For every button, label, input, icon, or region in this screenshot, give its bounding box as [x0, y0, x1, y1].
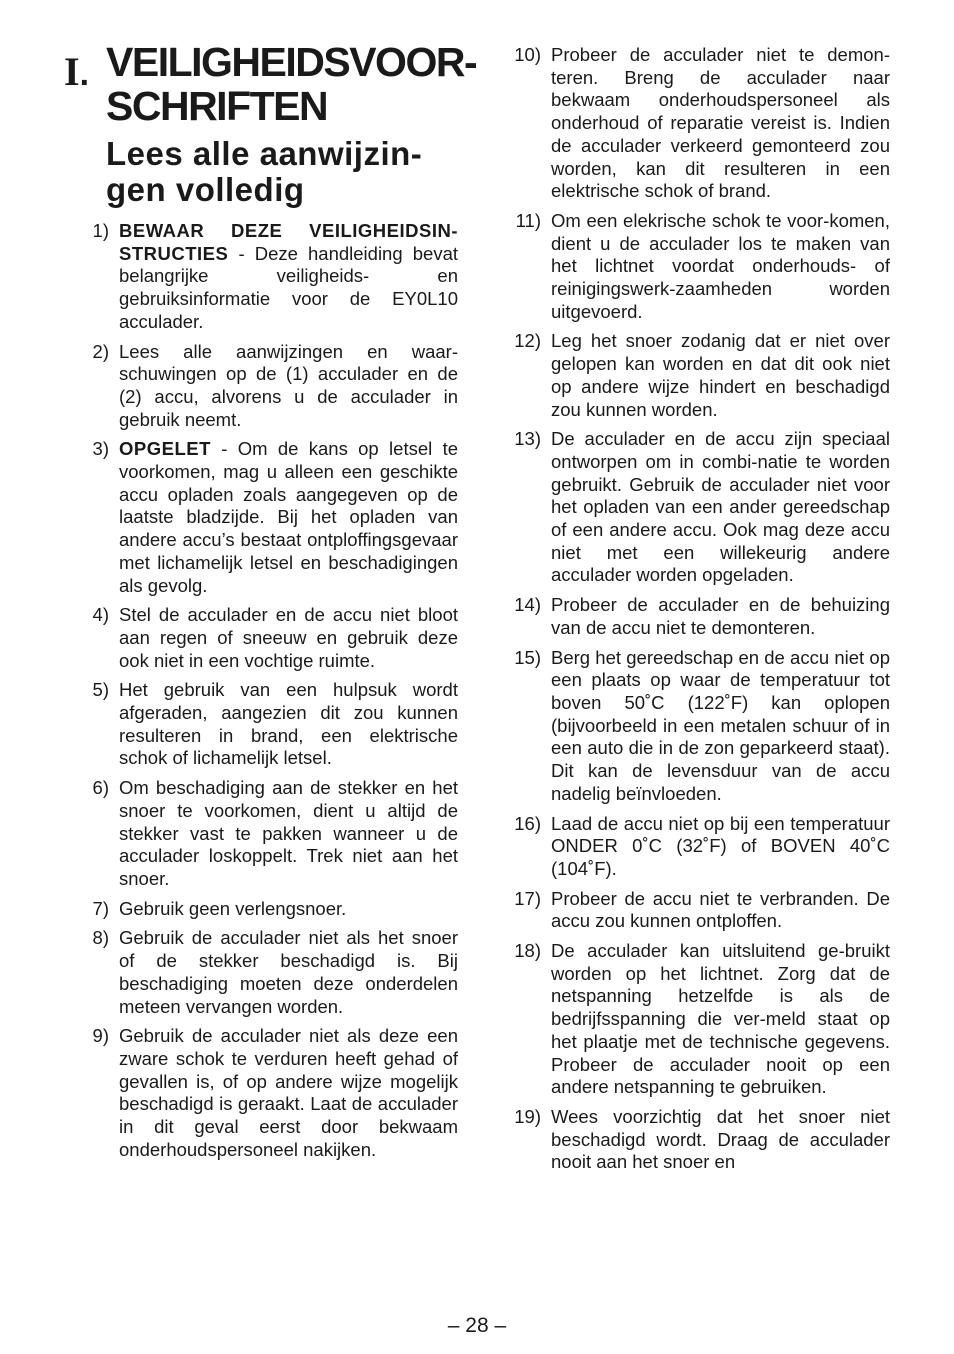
item-text: Om beschadiging aan de stekker en het snoer te voorkomen, dient u altijd de stekker vast te pakken wanneer u de acculader loskoppelt. Trek niet aan het snoer.	[119, 777, 458, 889]
item-number-text: 3)	[92, 438, 109, 460]
safety-list-right	[506, 44, 890, 1174]
item-text: Wees voorzichtig dat het snoer niet beschadigd wordt. Draag de acculader nooit aan het snoer en	[551, 1105, 890, 1173]
item-number-text: 17)	[514, 887, 541, 909]
item-number	[64, 898, 119, 921]
list-item	[506, 813, 890, 881]
list-item	[64, 679, 458, 770]
safety-list-left	[64, 220, 458, 1161]
item-number	[506, 44, 551, 67]
item-number	[506, 647, 551, 670]
item-number-text: 13)	[514, 428, 541, 450]
item-text	[119, 220, 458, 334]
item-body: - Deze handleiding bevat belangrijke veiligheids- en gebruiksinformatie voor de EY0L10 acculader.	[119, 242, 458, 332]
item-number	[64, 927, 119, 950]
list-item	[506, 594, 890, 639]
item-number-text: 18)	[514, 940, 541, 962]
list-item	[506, 940, 890, 1099]
list-item	[64, 1025, 458, 1161]
item-text: De acculader en de accu zijn speciaal ontworpen om in combi-natie te worden gebruikt. Gebruik de acculader niet voor het opladen van een ander gereedschap of een andere accu. Ook mag deze accu niet met een willekeurig andere acculader worden opgeladen.	[551, 428, 890, 586]
section-numeral-letter: I	[64, 49, 80, 94]
item-text: Stel de acculader en de accu niet bloot aan regen of sneeuw en gebruik deze ook niet in een vochtige ruimte.	[119, 604, 458, 671]
item-number-text: 5)	[92, 679, 109, 701]
item-text: Probeer de acculader niet te demon-teren. Breng de acculader naar bekwaam onderhoudspersoneel als onderhoud of reparatie vereist is. Indien de acculader verkeerd gemonteerd zou worden, kan dit resulteren in een elektrische schok of brand.	[551, 44, 890, 202]
item-number-text: 7)	[92, 897, 109, 919]
right-column	[506, 44, 890, 1181]
item-text: Gebruik geen verlengsnoer.	[119, 897, 347, 919]
item-text: Berg het gereedschap en de accu niet op een plaats op waar de temperatuur tot boven 50˚C (122˚F) kan oplopen (bijvoorbeeld in een metalen schuur of in een auto die in de zon geparkeerd staat). Dit kan de levensduur van de accu nadelig beïnvloeden.	[551, 646, 890, 804]
item-number-text: 4)	[92, 604, 109, 626]
list-item	[64, 438, 458, 597]
item-body: - Om de kans op letsel te voorkomen, mag u alleen een geschikte accu opladen zoals aangegeven op de laatste bladzijde. Bij het opladen van andere accu’s bestaat ontploffingsgevaar met lichamelijk letsel en beschadigingen als gevolg.	[119, 438, 458, 596]
item-number	[506, 940, 551, 963]
item-number	[506, 210, 551, 233]
item-text: Laad de accu niet op bij een temperatuur ONDER 0˚C (32˚F) of BOVEN 40˚C (104˚F).	[551, 812, 890, 879]
list-item	[64, 341, 458, 432]
left-column	[64, 39, 477, 1168]
item-text: Gebruik de acculader niet als deze een zware schok te verduren heeft gehad of gevallen is, of op andere wijze mogelijk beschadigd is geraakt. Laat de acculader in dit geval eerst door bekwaam onderhoudspersoneel nakijken.	[119, 1025, 458, 1160]
item-number-text: 19)	[514, 1105, 541, 1127]
item-number	[506, 813, 551, 836]
list-item	[64, 220, 458, 334]
item-number-text: 8)	[92, 927, 109, 949]
list-item	[64, 898, 458, 921]
item-number-text: 2)	[92, 340, 109, 362]
item-number	[64, 604, 119, 627]
list-item	[506, 330, 890, 421]
item-text: Het gebruik van een hulpsuk wordt afgeraden, aangezien dit zou kunnen resulteren in brand, een elektrische schok of lichamelijk letsel.	[119, 679, 458, 769]
item-number	[64, 1025, 119, 1048]
item-number	[64, 777, 119, 800]
item-number-text: 1)	[92, 220, 109, 241]
item-text: Gebruik de acculader niet als het snoer of de stekker beschadigd is. Bij beschadiging moeten deze onderdelen meteen vervangen worden.	[119, 927, 458, 1017]
item-number	[506, 330, 551, 353]
item-number	[64, 341, 119, 364]
list-item	[506, 428, 890, 587]
list-item	[506, 647, 890, 806]
list-item	[506, 1106, 890, 1174]
item-number	[506, 594, 551, 617]
item-number	[64, 220, 119, 243]
list-item	[64, 927, 458, 1018]
section-numeral-dot: .	[79, 55, 90, 93]
section-subtitle: Lees alle aanwijzin- gen volledig	[106, 135, 423, 208]
item-number	[64, 438, 119, 461]
item-text: Probeer de acculader en de behuizing van de accu niet te demonteren.	[551, 594, 890, 638]
item-number	[64, 679, 119, 702]
item-lead: BEWAAR DEZE VEILIGHEIDSIN-STRUCTIES	[119, 220, 458, 264]
item-text: Probeer de accu niet te verbranden. De accu zou kunnen ontploffen.	[551, 887, 890, 932]
item-number-text: 15)	[514, 646, 541, 668]
item-number-text: 9)	[92, 1025, 109, 1047]
item-number	[506, 888, 551, 911]
item-number-text: 6)	[92, 777, 109, 799]
item-number	[506, 1106, 551, 1129]
item-number	[506, 428, 551, 451]
item-number-text: 16)	[514, 812, 541, 834]
item-number-text: 11)	[515, 209, 541, 231]
list-item	[506, 210, 890, 324]
item-number-text: 12)	[514, 330, 541, 352]
item-text: De acculader kan uitsluitend ge-bruikt worden op het lichtnet. Zorg dat de netspanning hetzelfde is als de bedrijfsspanning die ver-meld staat op het plaatje met de technische gegevens. Probeer de acculader nooit op een andere netspanning te gebruiken.	[551, 940, 890, 1098]
list-item	[506, 44, 890, 203]
list-item	[64, 777, 458, 891]
section-numeral	[64, 49, 90, 94]
item-text: Lees alle aanwijzingen en waar-schuwingen op de (1) acculader en de (2) accu, alvorens u de acculader in gebruik neemt.	[119, 340, 458, 430]
list-item	[506, 888, 890, 933]
item-lead: OPGELET	[119, 438, 211, 460]
item-number-text: 10)	[514, 44, 541, 65]
item-text	[119, 438, 458, 597]
section-title: VEILIGHEIDSVOOR- SCHRIFTEN	[106, 39, 477, 129]
item-text: Om een elekrische schok te voor-komen, dient u de acculader los te maken van het lichtnet voordat onderhouds- of reinigingswerk-zaamheden worden uitgevoerd.	[551, 209, 890, 322]
item-text: Leg het snoer zodanig dat er niet over gelopen kan worden en dat dit ook niet op andere wijze hindert en beschadigd zou kunnen worden.	[551, 330, 890, 420]
section-heading	[64, 39, 477, 208]
list-item	[64, 604, 458, 672]
item-number-text: 14)	[514, 594, 541, 616]
page-number: – 28 –	[447, 1314, 507, 1337]
